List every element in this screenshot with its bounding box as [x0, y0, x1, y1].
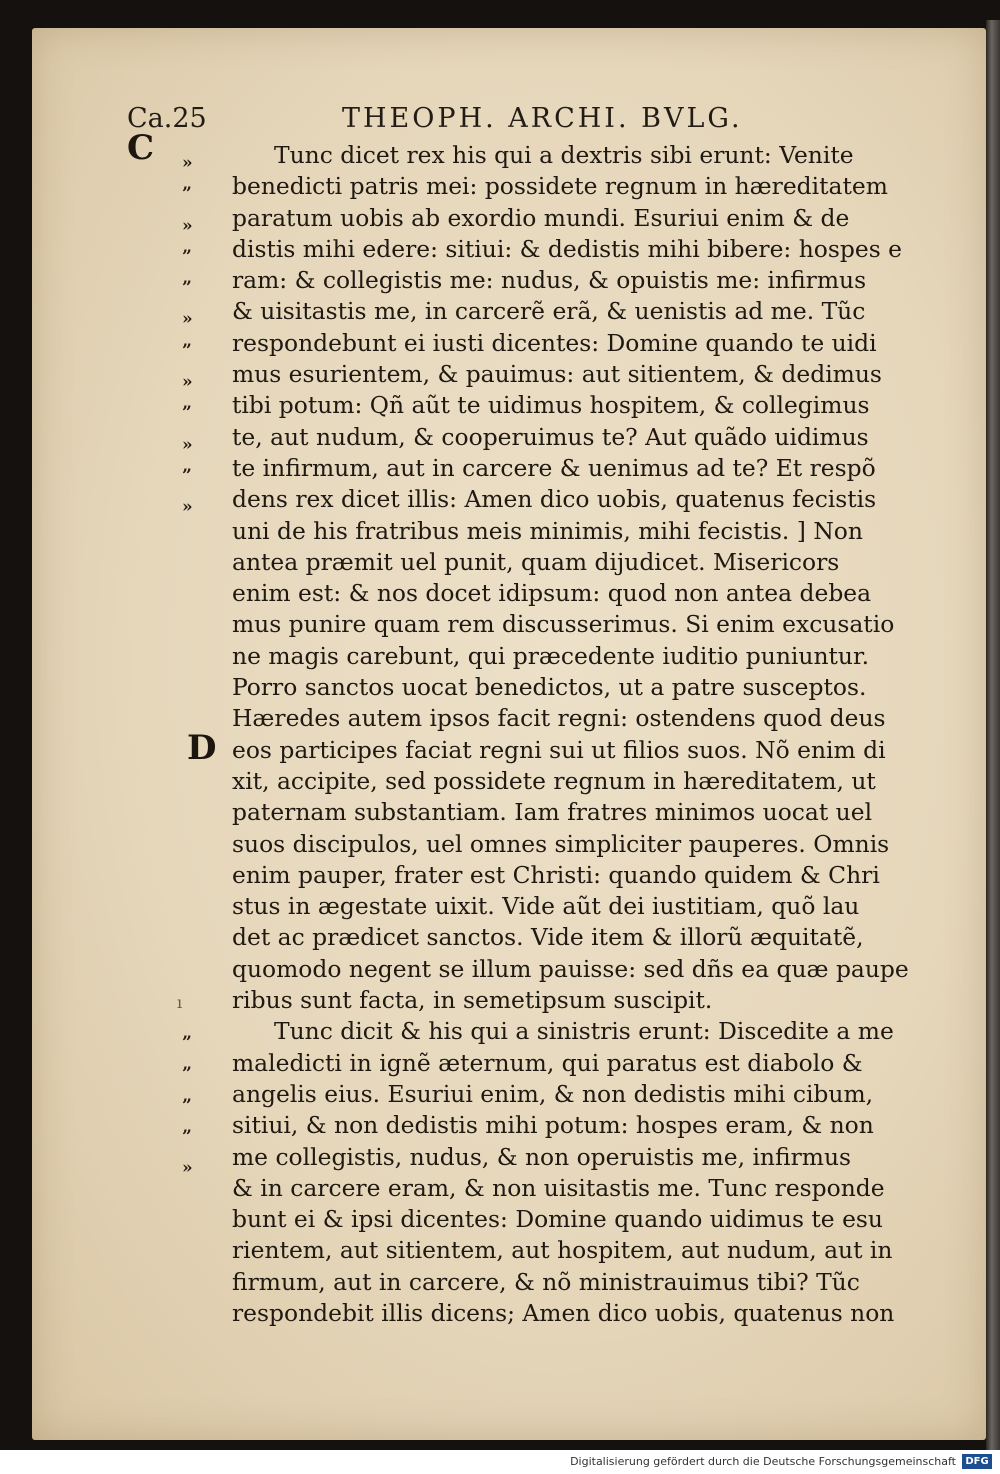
text-line: dens rex dicet illis: Amen dico uobis, quatenus fecistis — [232, 485, 877, 514]
text-line: te, aut nudum, & cooperuimus te? Aut quãdo uidimus — [232, 422, 869, 451]
text-line: distis mihi edere: sitiui: & dedistis mihi bibere: hospes e — [232, 234, 902, 263]
text-line: antea præmit uel punit, quam dijudicet. Misericors — [232, 547, 840, 576]
book-page — [32, 28, 986, 1440]
text-line: uni de his fratribus meis minimis, mihi fecistis. ] Non — [232, 516, 863, 545]
text-line: mus punire quam rem discusserimus. Si enim excusatio — [232, 610, 895, 639]
quote-mark: ” — [182, 465, 192, 486]
dfg-logo: DFG — [962, 1454, 992, 1469]
quote-mark: ” — [182, 184, 192, 205]
quote-mark: ” — [182, 1033, 192, 1053]
text-line: Tunc dicet rex his qui a dextris sibi erunt: Venite — [274, 141, 854, 169]
text-line: respondebit illis dicens; Amen dico uobis, quatenus non — [232, 1298, 895, 1327]
text-line: mus esurientem, & pauimus: aut sitientem, & dedimus — [232, 360, 882, 389]
quote-mark: » — [182, 309, 193, 330]
quote-mark: » — [182, 372, 193, 393]
text-line: firmum, aut in carcere, & nõ ministrauimus tibi? Tũc — [232, 1267, 860, 1296]
quote-mark: ” — [182, 403, 192, 424]
text-line: Hæredes autem ipsos facit regni: ostendens quod deus — [232, 704, 886, 733]
quote-mark: ” — [182, 1064, 192, 1085]
text-line: maledicti in ignẽ æternum, qui paratus est diabolo & — [232, 1048, 863, 1077]
funding-credit: Digitalisierung gefördert durch die Deutsche Forschungsgemeinschaft — [570, 1455, 956, 1468]
quote-mark: » — [182, 434, 193, 455]
quote-mark: ” — [182, 340, 192, 361]
text-line: sitiui, & non dedistis mihi potum: hospes eram, & non — [232, 1111, 874, 1140]
text-line: paternam substantiam. Iam fratres minimos uocat uel — [232, 798, 873, 827]
text-line: eos participes faciat regni sui ut filios suos. Nõ enim di — [232, 735, 886, 764]
book-binding-edge — [986, 20, 1000, 1450]
text-line: rientem, aut sitientem, aut hospitem, aut nudum, aut in — [232, 1236, 893, 1265]
text-line: tibi potum: Qñ aũt te uidimus hospitem, & collegimus — [232, 391, 870, 420]
body-text — [232, 140, 932, 1329]
text-line: det ac prædicet sanctos. Vide item & illorũ æquitatẽ, — [232, 923, 864, 952]
quote-mark: » — [182, 497, 193, 518]
text-line: respondebunt ei iusti dicentes: Domine quando te uidi — [232, 328, 877, 357]
quote-mark: ” — [182, 1095, 192, 1116]
text-line: paratum uobis ab exordio mundi. Esuriui enim & de — [232, 203, 850, 232]
page-title: THEOPH. ARCHI. BVLG. — [342, 103, 743, 134]
section-letter-c: C — [127, 128, 155, 168]
text-line: enim est: & nos docet idipsum: quod non antea debea — [232, 579, 872, 608]
quote-mark: ” — [182, 1126, 192, 1147]
text-line: benedicti patris mei: possidete regnum in hæreditatem — [232, 172, 888, 201]
text-line: bunt ei & ipsi dicentes: Domine quando uidimus te esu — [232, 1205, 883, 1234]
text-line: Tunc dicit & his qui a sinistris erunt: Discedite a me — [274, 1017, 894, 1046]
quotation-marks-column-1 — [182, 148, 222, 524]
text-line: ribus sunt facta, in semetipsum suscipit. — [232, 986, 713, 1015]
text-line: ne magis carebunt, qui præcedente iuditio puniuntur. — [232, 641, 870, 670]
text-line: & uisitastis me, in carcerẽ erã, & uenistis ad me. Tũc — [232, 297, 866, 326]
text-line: angelis eius. Esuriui enim, & non dedistis mihi cibum, — [232, 1079, 874, 1108]
section-letter-d: D — [187, 728, 217, 768]
text-line: te infirmum, aut in carcere & uenimus ad te? Et respõ — [232, 453, 876, 482]
text-line: Porro sanctos uocat benedictos, ut a patre susceptos. — [232, 673, 867, 702]
text-line: me collegistis, nudus, & non operuistis me, infirmus — [232, 1142, 852, 1171]
chapter-reference: Ca.25 — [127, 103, 207, 134]
text-line: enim pauper, frater est Christi: quando quidem & Chri — [232, 860, 880, 889]
text-line: suos discipulos, uel omnes simpliciter pauperes. Omnis — [232, 829, 890, 858]
text-line: ram: & collegistis me: nudus, & opuistis me: infirmus — [232, 266, 867, 295]
quote-mark: » — [182, 153, 193, 173]
margin-mark: ı — [177, 993, 183, 1012]
quote-mark: » — [182, 215, 193, 236]
running-head — [32, 103, 986, 143]
quote-mark: » — [182, 1158, 193, 1179]
quote-mark: ” — [182, 278, 192, 299]
quote-mark: ” — [182, 246, 192, 267]
text-line: & in carcere eram, & non uisitastis me. Tunc responde — [232, 1173, 885, 1202]
text-line: quomodo negent se illum pauisse: sed dñs ea quæ paupe — [232, 954, 909, 983]
text-line: xit, accipite, sed possidete regnum in hæreditatem, ut — [232, 766, 876, 795]
quotation-marks-column-2 — [182, 1028, 222, 1184]
digitization-footer — [0, 1450, 1000, 1474]
text-line: stus in ægestate uixit. Vide aũt dei iustitiam, quõ lau — [232, 892, 860, 921]
